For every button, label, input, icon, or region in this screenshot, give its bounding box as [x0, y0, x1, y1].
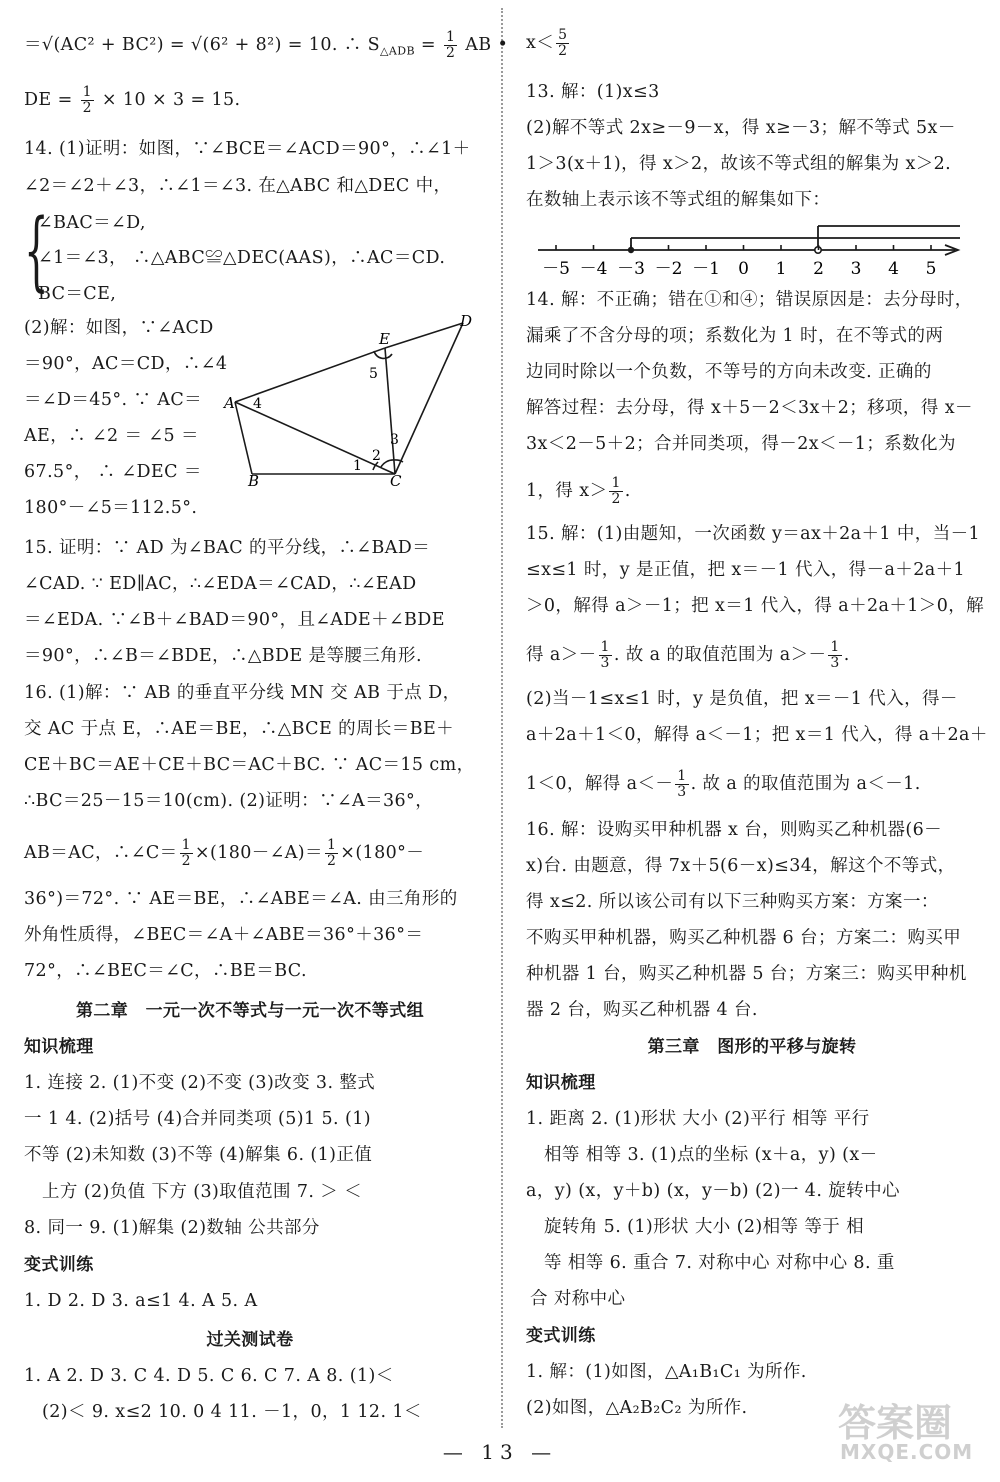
- label-E: E: [379, 330, 390, 348]
- label-angle-1: 1: [353, 458, 362, 474]
- text-line: 在数轴上表示该不等式组的解集如下：: [526, 190, 831, 210]
- tick-label: 4: [888, 259, 899, 279]
- text-line: a＋2a＋1＜0，解得 a＜－1；把 x＝1 代入，得 a＋2a＋: [526, 725, 988, 745]
- text-line: 漏乘了不含分母的项；系数化为 1 时，在不等式的两: [526, 326, 944, 346]
- text-line: (2)如图，△A₂B₂C₂ 为所作.: [526, 1398, 748, 1418]
- tick-label: －4: [579, 259, 608, 279]
- text-line: ＝90°，AC＝CD，∴∠4: [24, 354, 228, 374]
- text-line: (2)解不等式 2x≥－9－x，得 x≥－3；解不等式 5x－: [526, 118, 956, 138]
- text-line: ∠CAD. ∵ ED∥AC，∴∠EDA＝∠CAD，∴∠EAD: [24, 574, 417, 594]
- text-line: (2)＜ 9. x≤2 10. 0 4 11. －1，0，1 12. 1＜: [42, 1402, 422, 1422]
- text-line: 不等 (2)未知数 (3)不等 (4)解集 6. (1)正值: [24, 1145, 373, 1165]
- text-line: 180°－∠5＝112.5°.: [24, 498, 198, 518]
- text-line: BC＝CE,: [38, 284, 117, 304]
- text-line: 上方 (2)负值 下方 (3)取值范围 7. ＞ ＜: [42, 1182, 363, 1202]
- text-line: a，y) (x，y＋b) (x，y－b) (2)一 4. 旋转中心: [526, 1181, 900, 1201]
- text-line: ＝90°，∴∠B＝∠BDE，∴△BDE 是等腰三角形.: [24, 646, 422, 666]
- tick-label: 5: [925, 259, 937, 279]
- text-line: 解答过程：去分母，得 x＋5－2＜3x＋2；移项，得 x－: [526, 398, 973, 418]
- triangle-figure: [222, 312, 484, 488]
- text-line: 14. (1)证明：如图，∵∠BCE＝∠ACD＝90°，∴∠1＋: [24, 139, 471, 159]
- text-line: 等 相等 6. 重合 7. 对称中心 对称中心 8. 重: [544, 1253, 895, 1273]
- text-line: ∠BAC＝∠D,: [38, 213, 146, 233]
- text-line: 1，得 x＞ $\frac{1}{2}$ .: [526, 475, 631, 507]
- chapter2-title: 第二章 一元一次不等式与一元一次不等式组: [76, 1001, 424, 1021]
- section-heading: 知识梳理: [24, 1037, 94, 1057]
- text-line: 种机器 1 台，购买乙种机器 5 台；方案三：购买甲种机: [526, 964, 967, 984]
- tick-label: －3: [617, 259, 645, 279]
- text-line: AE，∴ ∠2 ＝ ∠5 ＝: [24, 426, 199, 446]
- watermark-text: 答案圈: [838, 1401, 953, 1445]
- tick-label: 0: [738, 259, 749, 279]
- chapter3-title: 第三章 图形的平移与旋转: [647, 1037, 857, 1057]
- text-line: AB＝AC，∴∠C＝ $\frac{1}{2}$ ×(180－∠A)＝ $\frac{1}{2}$ ×(180°－: [24, 837, 425, 869]
- section-heading: 变式训练: [526, 1326, 596, 1346]
- text-line: 合 对称中心: [530, 1289, 626, 1309]
- text-line: 一 1 4. (2)括号 (4)合并同类项 (5)1 5. (1): [24, 1109, 371, 1129]
- brace: {: [24, 201, 49, 301]
- text-line: x)台. 由题意，得 7x＋5(6－x)≤34，解这个不等式，: [526, 856, 956, 876]
- text-line: CE＋BC＝AE＋CE＋BC＝AC＋BC. ∵ AC＝15 cm，: [24, 755, 475, 775]
- text-line: 1. A 2. D 3. C 4. D 5. C 6. C 7. A 8. (1)＜: [24, 1366, 394, 1386]
- text-line: ∴BC＝25－15＝10(cm). (2)证明：∵∠A＝36°，: [24, 791, 434, 811]
- text-line: 36°)＝72°. ∵ AE＝BE，∴∠ABE＝∠A. 由三角形的: [24, 889, 458, 909]
- text-line: 15. 解：(1)由题知，一次函数 y＝ax＋2a＋1 中，当－1: [526, 524, 981, 544]
- text-line: ∠2＝∠2＋∠3，∴∠1＝∠3. 在△ABC 和△DEC 中，: [24, 176, 452, 196]
- test-title: 过关测试卷: [206, 1330, 294, 1350]
- text-line: 1＞3(x＋1)，得 x＞2，故该不等式组的解集为 x＞2.: [526, 154, 952, 174]
- page-footer: — 13 —: [442, 1440, 558, 1464]
- text-line: 72°，∴∠BEC＝∠C，∴BE＝BC.: [24, 961, 307, 981]
- label-A: A: [224, 394, 235, 412]
- text-line: 得 x≤2. 所以该公司有以下三种购买方案：方案一：: [526, 892, 939, 912]
- label-angle-3: 3: [390, 432, 399, 448]
- tick-label: －1: [692, 259, 720, 279]
- text-line: 1. 连接 2. (1)不变 (2)不变 (3)改变 3. 整式: [24, 1073, 376, 1093]
- text-line: 不购买甲种机器，购买乙种机器 6 台；方案二：购买甲: [526, 928, 962, 948]
- watermark-logo: [838, 1392, 988, 1472]
- text-line: 14. 解：不正确；错在①和④；错误原因是：去分母时，: [526, 290, 973, 310]
- text-line: ＝∠D＝45°. ∵ AC＝: [24, 390, 203, 410]
- text-line: 外角性质得，∠BEC＝∠A＋∠ABE＝36°＋36°＝: [24, 925, 424, 945]
- text-line: 相等 相等 3. (1)点的坐标 (x＋a，y) (x－: [544, 1145, 878, 1165]
- text-line: 器 2 台，购买乙种机器 4 台.: [526, 1000, 758, 1020]
- text-line: (2)当－1≤x≤1 时，y 是负值，把 x＝－1 代入，得－: [526, 689, 958, 709]
- section-heading: 知识梳理: [526, 1073, 596, 1093]
- text-line: 1. 解：(1)如图，△A₁B₁C₁ 为所作.: [526, 1362, 807, 1382]
- label-D: D: [460, 312, 473, 330]
- number-line: [530, 218, 970, 280]
- tick-label: 2: [813, 259, 824, 279]
- text-line: 交 AC 于点 E，∴AE＝BE，∴△BCE 的周长＝BE＋: [24, 719, 455, 739]
- text-line: x＜ $\frac{5}{2}$: [526, 27, 568, 59]
- text-line: 16. 解：设购买甲种机器 x 台，则购买乙种机器(6－: [526, 820, 943, 840]
- watermark-url: MXQE.COM: [840, 1440, 974, 1464]
- label-angle-5: 5: [369, 366, 378, 382]
- text-line: 边同时除以一个负数，不等号的方向未改变. 正确的: [526, 362, 932, 382]
- text-line: (2)解：如图，∵∠ACD: [24, 318, 214, 338]
- text-line: 16. (1)解：∵ AB 的垂直平分线 MN 交 AB 于点 D，: [24, 683, 461, 703]
- label-B: B: [248, 472, 260, 488]
- tick-label: －2: [654, 259, 683, 279]
- text-line: ∠1＝∠3， ∴△ABC≌△DEC(AAS)，∴AC＝CD.: [38, 248, 446, 268]
- text-line: ＝∠EDA. ∵∠B＋∠BAD＝90°，且∠ADE＋∠BDE: [24, 610, 445, 630]
- label-angle-2: 2: [372, 448, 381, 464]
- text-line: 15. 证明：∵ AD 为∠BAC 的平分线，∴∠BAD＝: [24, 538, 431, 558]
- text-line: 67.5°， ∴ ∠DEC ＝: [24, 462, 202, 482]
- tick-label: 3: [850, 259, 862, 279]
- text-line: ＝√(AC² + BC²) = √(6² + 8²) = 10. ∴ $S_{\triangle ADB}$ = $\frac{1}{2}$ AB •: [24, 29, 509, 61]
- label-angle-4: 4: [253, 396, 262, 412]
- column-divider: [501, 8, 503, 1428]
- text-line: 旋转角 5. (1)形状 大小 (2)相等 等于 相: [544, 1217, 865, 1237]
- section-heading: 变式训练: [24, 1255, 94, 1275]
- tick-label: 1: [775, 259, 787, 279]
- label-C: C: [390, 472, 402, 488]
- text-line: 13. 解：(1)x≤3: [526, 82, 660, 102]
- text-line: 得 a＞－ $\frac{1}{3}$ . 故 a 的取值范围为 a＞－ $\frac{1}{3}$ .: [526, 639, 850, 671]
- tick-label: －5: [542, 259, 570, 279]
- text-line: DE = $\frac{1}{2}$ × 10 × 3 = 15.: [24, 84, 241, 116]
- text-line: ≤x≤1 时，y 是正值，把 x＝－1 代入，得－a＋2a＋1: [526, 560, 966, 580]
- text-line: 1＜0，解得 a＜－ $\frac{1}{3}$ . 故 a 的取值范围为 a＜－1.: [526, 768, 921, 800]
- text-line: 8. 同一 9. (1)解集 (2)数轴 公共部分: [24, 1218, 320, 1238]
- text-line: 1. D 2. D 3. a≤1 4. A 5. A: [24, 1291, 258, 1311]
- text-line: 3x＜2－5＋2；合并同类项，得－2x＜－1；系数化为: [526, 434, 956, 454]
- text-line: 1. 距离 2. (1)形状 大小 (2)平行 相等 平行: [526, 1109, 870, 1129]
- text-line: ＞0，解得 a＞－1；把 x＝1 代入，得 a＋2a＋1＞0，解: [526, 596, 985, 616]
- page-number: 13: [481, 1440, 519, 1464]
